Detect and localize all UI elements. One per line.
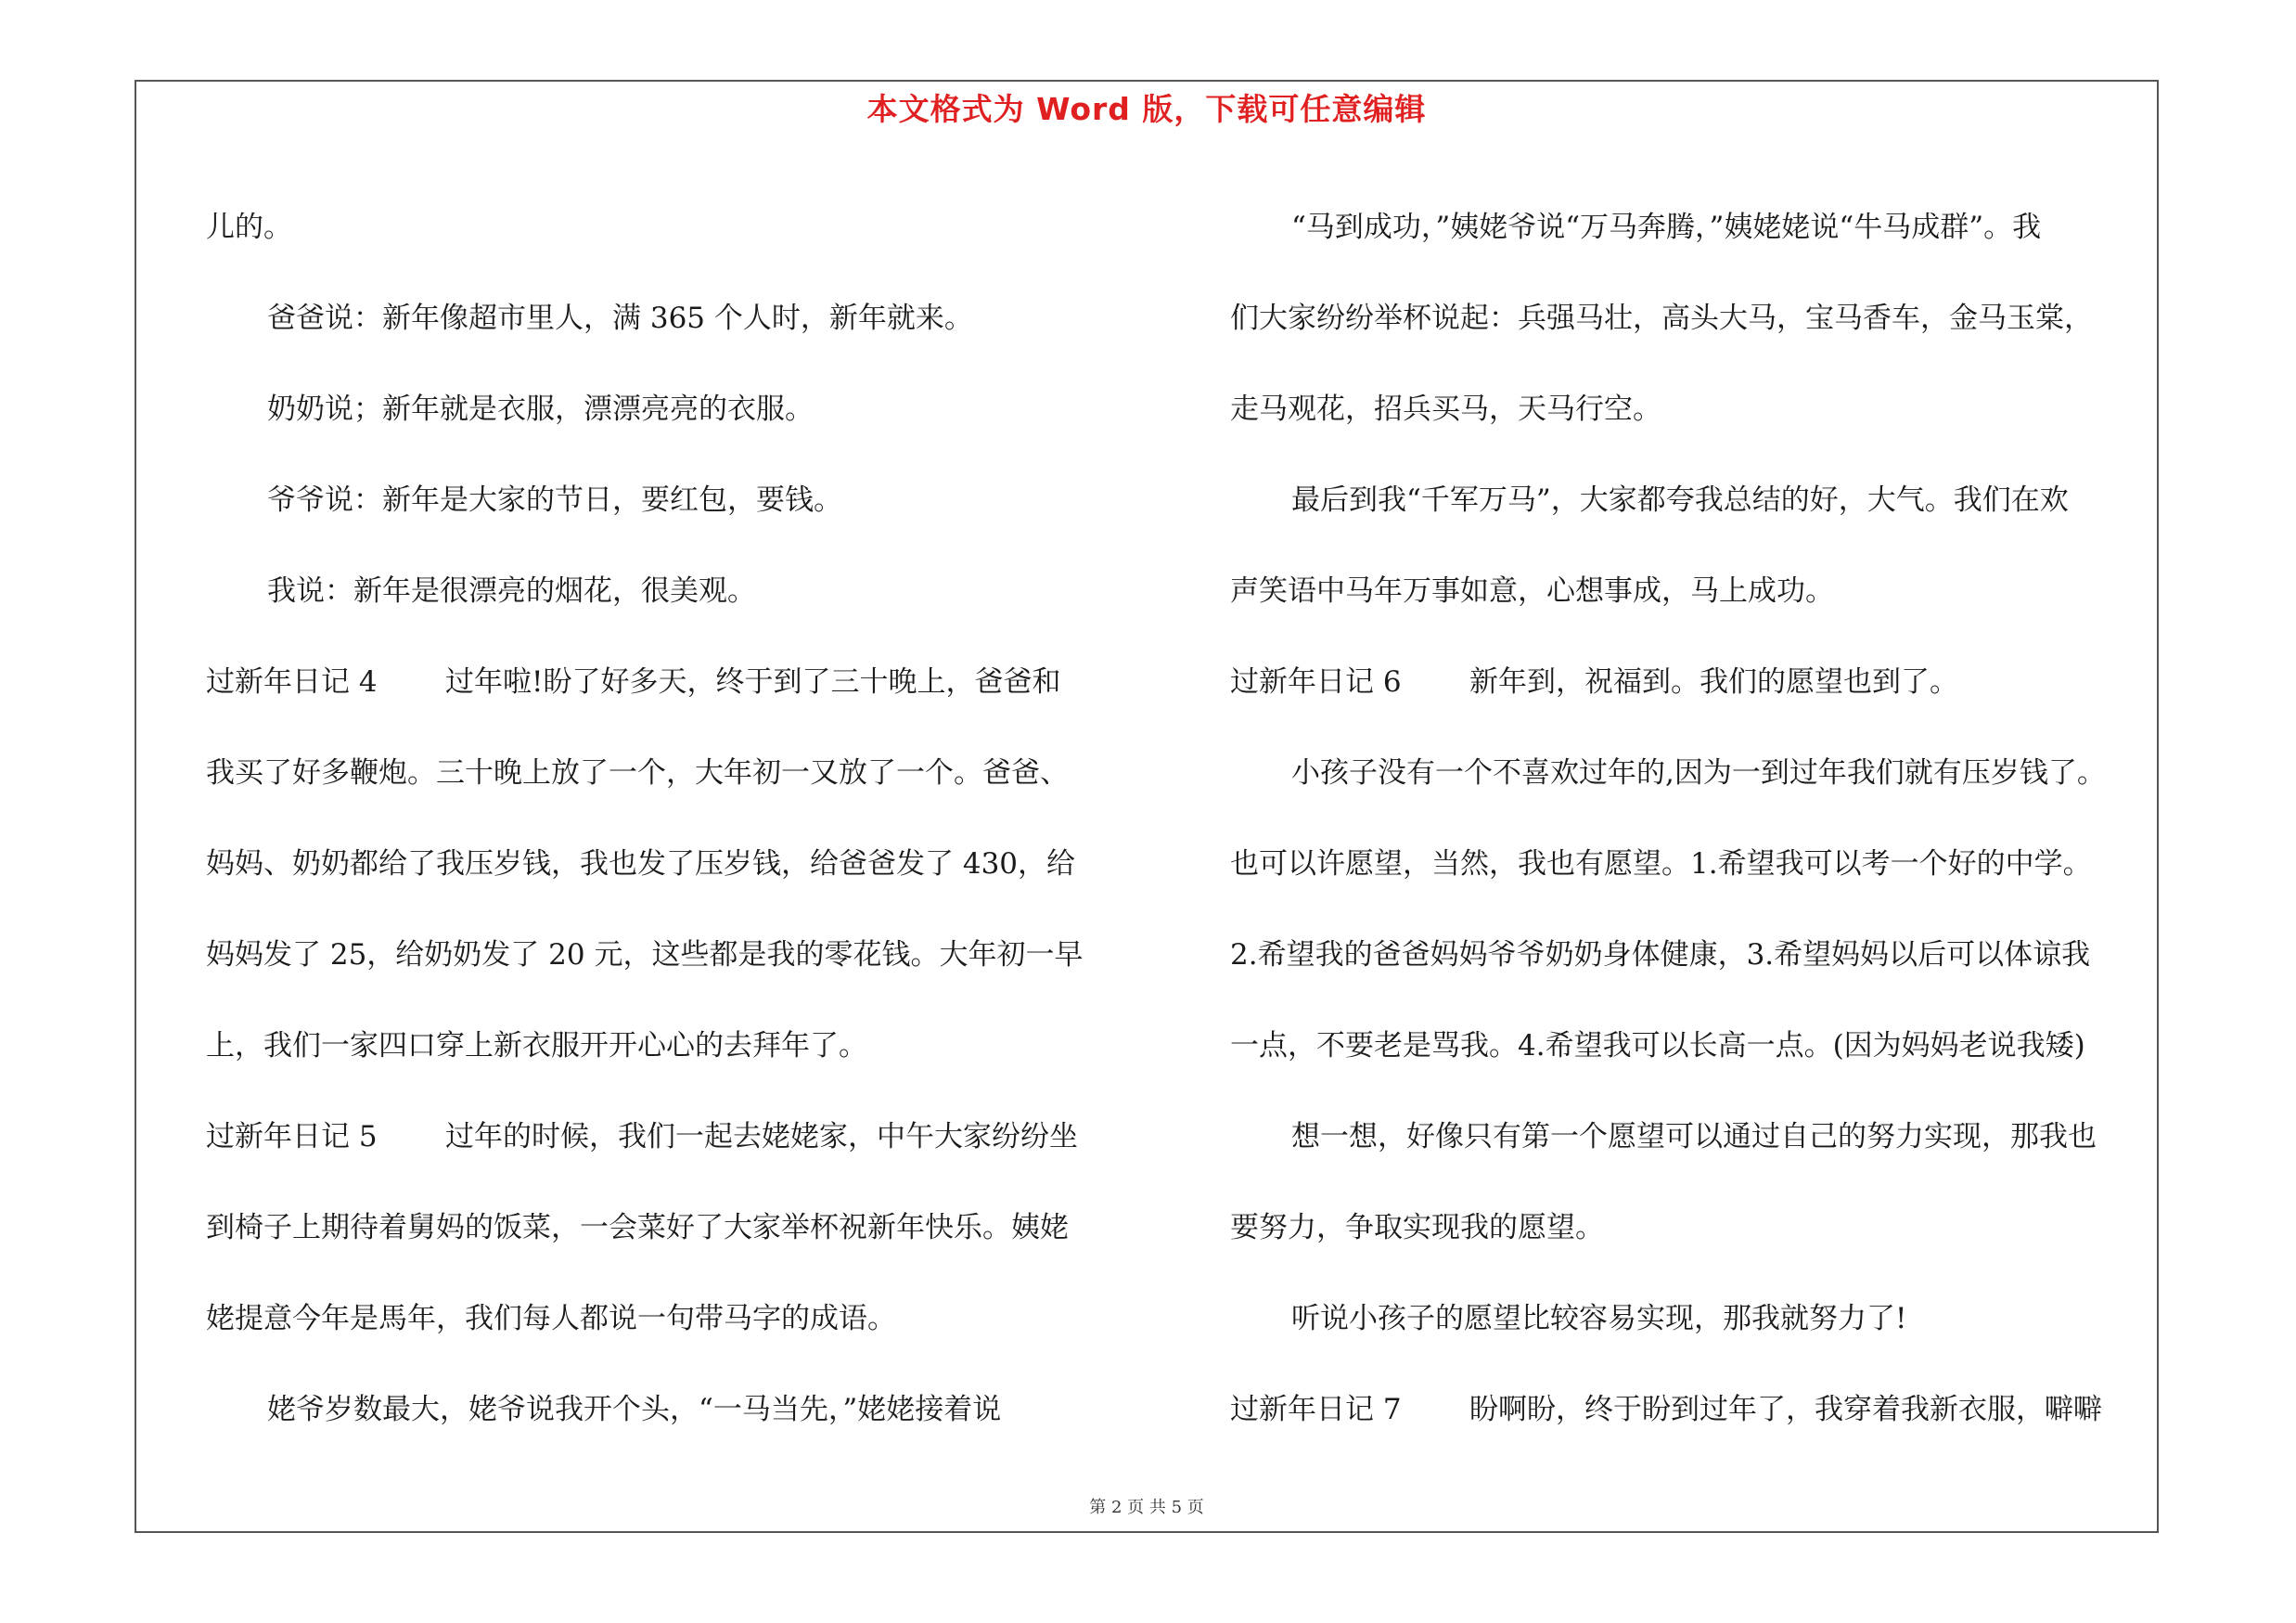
header-banner: 本文格式为 Word 版，下载可任意编辑 [866, 91, 1427, 127]
right-column [1230, 182, 2158, 1455]
diary-title: 过新年日记 5 [206, 1120, 378, 1153]
text-line: 我买了好多鞭炮。三十晚上放了一个，大年初一又放了一个。爸爸、 [206, 756, 1069, 790]
diary-title: 过新年日记 4 [206, 665, 378, 699]
diary-title: 过新年日记 7 [1230, 1393, 1402, 1426]
text-line: 听说小孩子的愿望比较容易实现，那我就努力了! [1291, 1302, 1907, 1335]
text-line: 我说：新年是很漂亮的烟花，很美观。 [267, 574, 756, 608]
text-line: 上，我们一家四口穿上新衣服开开心心的去拜年了。 [206, 1029, 867, 1063]
left-column [206, 182, 1161, 1455]
diary-entry-7-heading [1230, 1364, 2158, 1455]
text-line: 一点，不要老是骂我。4.希望我可以长高一点。(因为妈妈老说我矮) [1230, 1029, 2085, 1063]
text-line: 也可以许愿望，当然，我也有愿望。1.希望我可以考一个好的中学。 [1230, 847, 2092, 881]
text-line: 要努力，争取实现我的愿望。 [1230, 1211, 1604, 1244]
text-line: 2.希望我的爸爸妈妈爷爷奶奶身体健康，3.希望妈妈以后可以体谅我 [1230, 938, 2091, 972]
text-line: 妈妈发了 25，给奶奶发了 20 元，这些都是我的零花钱。大年初一早 [206, 938, 1084, 972]
text-line: 过年啦!盼了好多天，终于到了三十晚上，爸爸和 [445, 665, 1061, 699]
text-line: “马到成功，”姨姥爷说“万马奔腾，”姨姥姥说“牛马成群”。我 [1291, 211, 2042, 244]
text-line: 新年到，祝福到。我们的愿望也到了。 [1469, 665, 1958, 699]
diary-entry-6-heading [1230, 637, 2158, 728]
text-line: 盼啊盼，终于盼到过年了，我穿着我新衣服，噼噼 [1469, 1393, 2102, 1426]
text-line: 想一想，好像只有第一个愿望可以通过自己的努力实现，那我也 [1291, 1120, 2097, 1153]
text-line: 最后到我“千军万马”，大家都夸我总结的好，大气。我们在欢 [1291, 483, 2069, 517]
diary-entry-5-heading [206, 1091, 1161, 1182]
diary-entry-4-heading [206, 637, 1161, 728]
text-line: 妈妈、奶奶都给了我压岁钱，我也发了压岁钱，给爸爸发了 430，给 [206, 847, 1076, 881]
text-line: 们大家纷纷举杯说起：兵强马壮，高头大马，宝马香车，金马玉棠， [1230, 302, 2093, 335]
text-line: 小孩子没有一个不喜欢过年的,因为一到过年我们就有压岁钱了。 [1291, 756, 2106, 790]
text-line: 姥提意今年是馬年，我们每人都说一句带马字的成语。 [206, 1302, 896, 1335]
text-line: 爸爸说：新年像超市里人，满 365 个人时，新年就来。 [267, 302, 973, 335]
text-line: 走马观花，招兵买马，天马行空。 [1230, 393, 1661, 426]
text-line: 姥爷岁数最大，姥爷说我开个头，“一马当先，”姥姥接着说 [267, 1393, 1002, 1426]
page-number: 第 2 页 共 5 页 [1089, 1498, 1204, 1517]
diary-title: 过新年日记 6 [1230, 665, 1402, 699]
text-line: 奶奶说；新年就是衣服，漂漂亮亮的衣服。 [267, 393, 814, 426]
text-line: 声笑语中马年万事如意，心想事成，马上成功。 [1230, 574, 1834, 608]
text-line: 到椅子上期待着舅妈的饭菜，一会菜好了大家举杯祝新年快乐。姨姥 [206, 1211, 1069, 1244]
text-line: 爷爷说：新年是大家的节日，要红包，要钱。 [267, 483, 842, 517]
text-line: 儿的。 [206, 211, 292, 244]
text-line: 过年的时候，我们一起去姥姥家，中午大家纷纷坐 [445, 1120, 1078, 1153]
